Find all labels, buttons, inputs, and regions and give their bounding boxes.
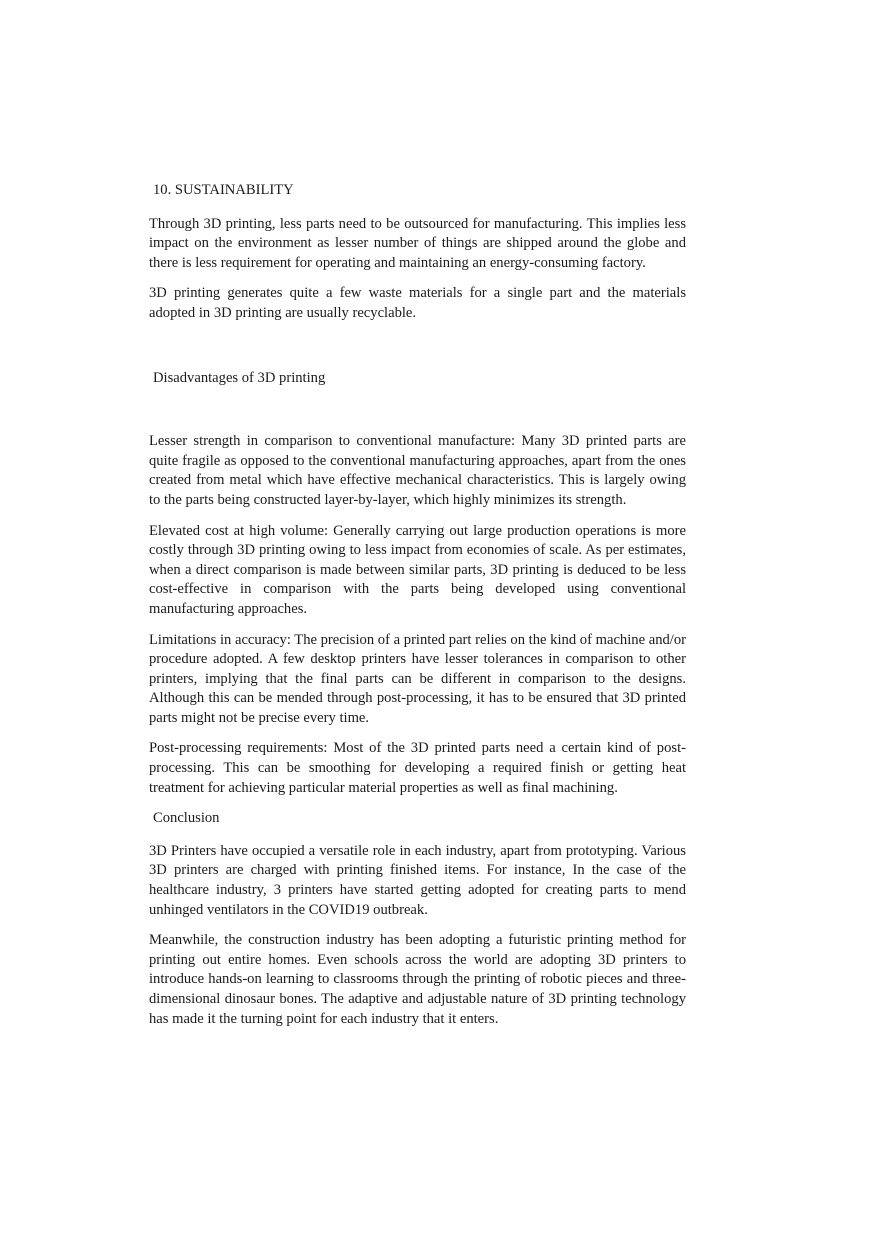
sustainability-paragraph-1: Through 3D printing, less parts need to be outsourced for manufacturing. This implies less impact on the environment as lesser number of things are shipped around the globe and there is less requirement for operating and maintaining an energy-consuming factory.	[149, 215, 686, 271]
conclusion-paragraph-2: Meanwhile, the construction industry has been adopting a futuristic printing method for printing out entire homes. Even schools across the world are adopting 3D printers to introduce hands-on learning to classrooms through the printing of robotic pieces and three-dimensional dinosaur bones. The adaptive and adjustable nature of 3D printing technology has made it the turning point for each industry that it enters.	[149, 932, 686, 1027]
disadvantage-paragraph-strength: Lesser strength in comparison to conventional manufacture: Many 3D printed parts are quite fragile as opposed to the conventional manufacturing approaches, apart from the ones created from metal which have effective mechanical characteristics. This is largely owing to the parts being constructed layer-by-layer, which highly minimizes its strength.	[149, 433, 686, 508]
disadvantages-heading: Disadvantages of 3D printing	[153, 369, 326, 386]
conclusion-paragraph-1: 3D Printers have occupied a versatile role in each industry, apart from prototyping. Various 3D printers are charged with printing finished items. For instance, In the case of the healthcare industry, 3 printers have started getting adopted for creating parts to mend unhinged ventilators in the COVID19 outbreak.	[149, 842, 686, 918]
sustainability-paragraph-2: 3D printing generates quite a few waste materials for a single part and the materials adopted in 3D printing are usually recyclable.	[149, 285, 686, 321]
disadvantage-paragraph-post-processing: Post-processing requirements: Most of the 3D printed parts need a certain kind of post-processing. This can be smoothing for developing a required finish or getting heat treatment for achieving particular material properties as well as final machining.	[149, 740, 686, 796]
page-content	[149, 181, 686, 1029]
section-title-sustainability: 10. SUSTAINABILITY	[153, 182, 294, 198]
conclusion-heading: Conclusion	[153, 810, 220, 827]
disadvantage-paragraph-accuracy: Limitations in accuracy: The precision of a printed part relies on the kind of machine and/or procedure adopted. A few desktop printers have lesser tolerances in comparison to other printers, implying that the final parts can be different in comparison to the designs. Although this can be mended through post-processing, it has to be ensured that 3D printed parts might not be precise every time.	[149, 631, 686, 726]
disadvantage-paragraph-cost: Elevated cost at high volume: Generally carrying out large production operations is more costly through 3D printing owing to less impact from economies of scale. As per estimates, when a direct comparison is made between similar parts, 3D printing is deduced to be less cost-effective in comparison with the parts being developed using conventional manufacturing approaches.	[149, 522, 686, 617]
